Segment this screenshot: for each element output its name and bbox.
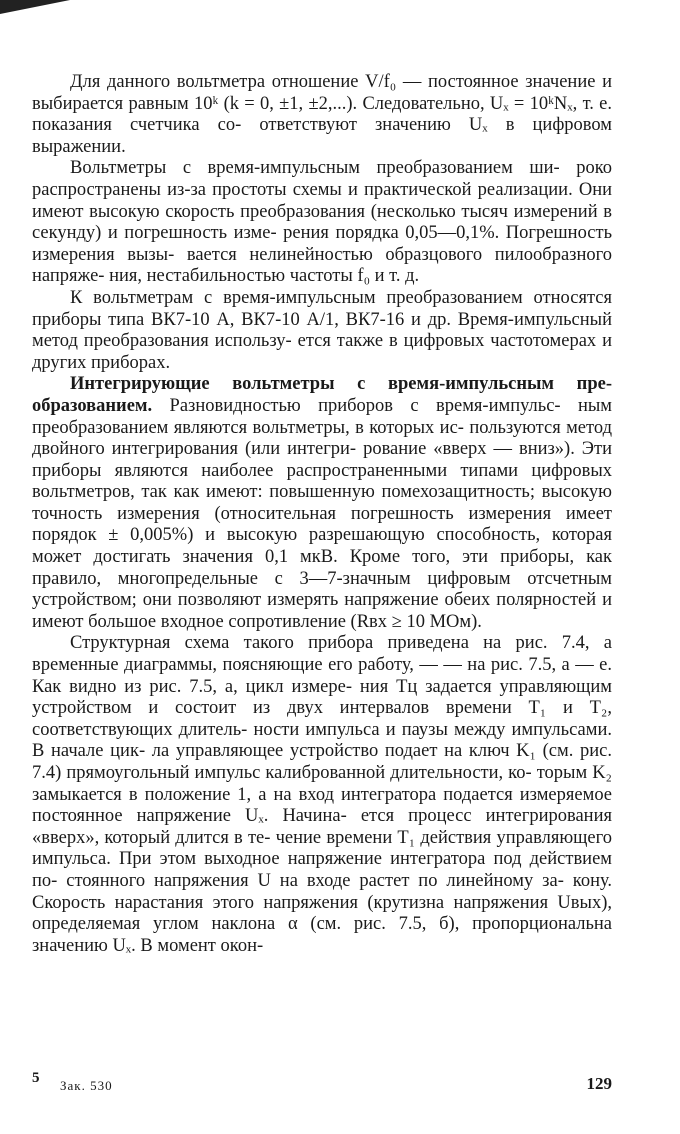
text-line: Следовательно, Uₓ = 10ᵏNₓ, т. е. показания счетчика со- xyxy=(32,93,613,136)
text-line: ния, нестабильностью частоты f₀ и т. д. xyxy=(109,266,420,287)
text-line: ности импульса и паузы между импульсами. В начале цик- xyxy=(32,719,612,762)
text-line: Структурная схема такого прибора приведена на xyxy=(70,633,502,654)
text-line: цифровым отсчетным устройством; они позволяют измерять xyxy=(32,568,612,611)
text-line: напряжения Uвых), определяемая углом наклона α (см. xyxy=(32,892,612,935)
text-line: прямоугольный импульс калиброванной длительности, ко- xyxy=(66,763,532,783)
page-footer xyxy=(32,1070,612,1098)
text-line: реализации. Они имеют высокую скорость преобразования xyxy=(32,179,613,222)
text-line: которая может достигать значения 0,1 мкВ. Кроме того, эти xyxy=(32,525,612,568)
text-line: рения порядка 0,05—0,1%. Погрешность измерения вызы- xyxy=(32,223,613,265)
text-line: относятся приборы типа ВК7-10 А, ВК7-10 А/1, ВК7-16 и xyxy=(32,287,612,330)
text-line: этом выходное напряжение интегратора под действием по- xyxy=(32,849,612,891)
text-line: торым K₂ замыкается в положение 1, а на вход интегратора xyxy=(32,763,613,805)
text-line: приборы, как правило, многопредельные с 3—7-значным xyxy=(32,547,612,589)
scan-corner-mark xyxy=(0,0,70,14)
text-line: — на рис. 7.5, а — е. Как видно из рис. 7.5, а, цикл измере- xyxy=(32,655,612,697)
text-line: Разновидностью приборов с время-импульс- xyxy=(152,395,561,416)
text-line: К вольтметрам с время-импульсным преобразованием xyxy=(70,287,523,308)
text-line: пользуются метод двойного интегрирования (или интегри- xyxy=(32,417,612,460)
text-line: ется также в цифровых частотомерах и других приборах. xyxy=(32,331,613,373)
page-body xyxy=(32,72,612,957)
text-line: ответствуют значению Uₓ в цифровом выражении. xyxy=(32,115,613,157)
paragraph-p4 xyxy=(32,374,612,633)
text-line: двух интервалов времени T₁ и T₂, соответствующих длитель- xyxy=(32,698,612,740)
text-line: значение и выбирается равным 10ᵏ (k = 0, ±1, ±2,...). xyxy=(32,72,612,114)
paragraph-p2 xyxy=(32,158,612,288)
text-line: ется процесс интегрирования «вверх», который длится в те- xyxy=(32,806,612,848)
section-heading-continued: образованием. xyxy=(32,395,153,416)
text-line: Вольтметры с время-импульсным преобразованием ши- xyxy=(70,158,560,179)
text-line: распространенными типами цифровых вольтметров, так как xyxy=(32,460,613,503)
signature-mark: 5 xyxy=(32,1070,40,1086)
text-line: стоянного напряжения U на входе растет по линейному за- xyxy=(66,870,564,891)
text-line: напряжение обеих полярностей и имеют большое входное xyxy=(32,590,612,632)
text-line: рис. 7.5, б), пропорциональна значению Uₓ. В момент окон- xyxy=(32,914,612,956)
section-heading: Интегрирующие вольтметры с время-импульсным пре- xyxy=(70,374,612,395)
text-line: ным преобразованием являются вольтметры, в которых ис- xyxy=(32,395,613,438)
text-line: подается измеряемое постоянное напряжение Uₓ. Начина- xyxy=(32,784,613,827)
text-line: рование «вверх — вниз»). Эти приборы являются наиболее xyxy=(32,439,612,481)
text-line: чение времени T₁ действия управляющего импульса. При xyxy=(32,827,612,870)
text-line: ния Tц задается управляющим устройством и состоит из xyxy=(32,676,612,719)
text-line: рис. 7.4, а временные диаграммы, поясняющие его работу, — xyxy=(32,633,613,676)
text-line: Для данного вольтметра отношение V/f₀ — постоянное xyxy=(70,72,519,92)
page-number: 129 xyxy=(586,1074,612,1093)
text-line: кону. Скорость нарастания этого напряжения (крутизна xyxy=(32,870,613,913)
order-number: Зак. 530 xyxy=(60,1078,113,1093)
text-line: др. Время-импульсный метод преобразования использу- xyxy=(32,309,612,352)
text-line: (несколько тысяч измерений в секунду) и погрешность изме- xyxy=(32,201,612,244)
text-line: роко распространены из-за простоты схемы и практической xyxy=(32,158,612,200)
text-line: порядок ± 0,005%) и высокую разрешающую способность, xyxy=(32,525,541,546)
text-line: ла управляющее устройство подает на ключ K₁ (см. рис. 7.4) xyxy=(32,741,613,783)
text-line: имеют: повышенную помехозащитность; высокую точность xyxy=(32,482,613,524)
paragraph-p5 xyxy=(32,633,612,957)
text-line: вается нелинейностью образцового пилообразного напряже- xyxy=(32,244,613,287)
paragraph-p1 xyxy=(32,72,612,158)
text-line: измерения (относительная погрешность измерения имеет xyxy=(117,503,612,524)
paragraph-p3 xyxy=(32,288,612,374)
text-line: сопротивление (Rвх ≥ 10 МОм). xyxy=(228,611,482,632)
